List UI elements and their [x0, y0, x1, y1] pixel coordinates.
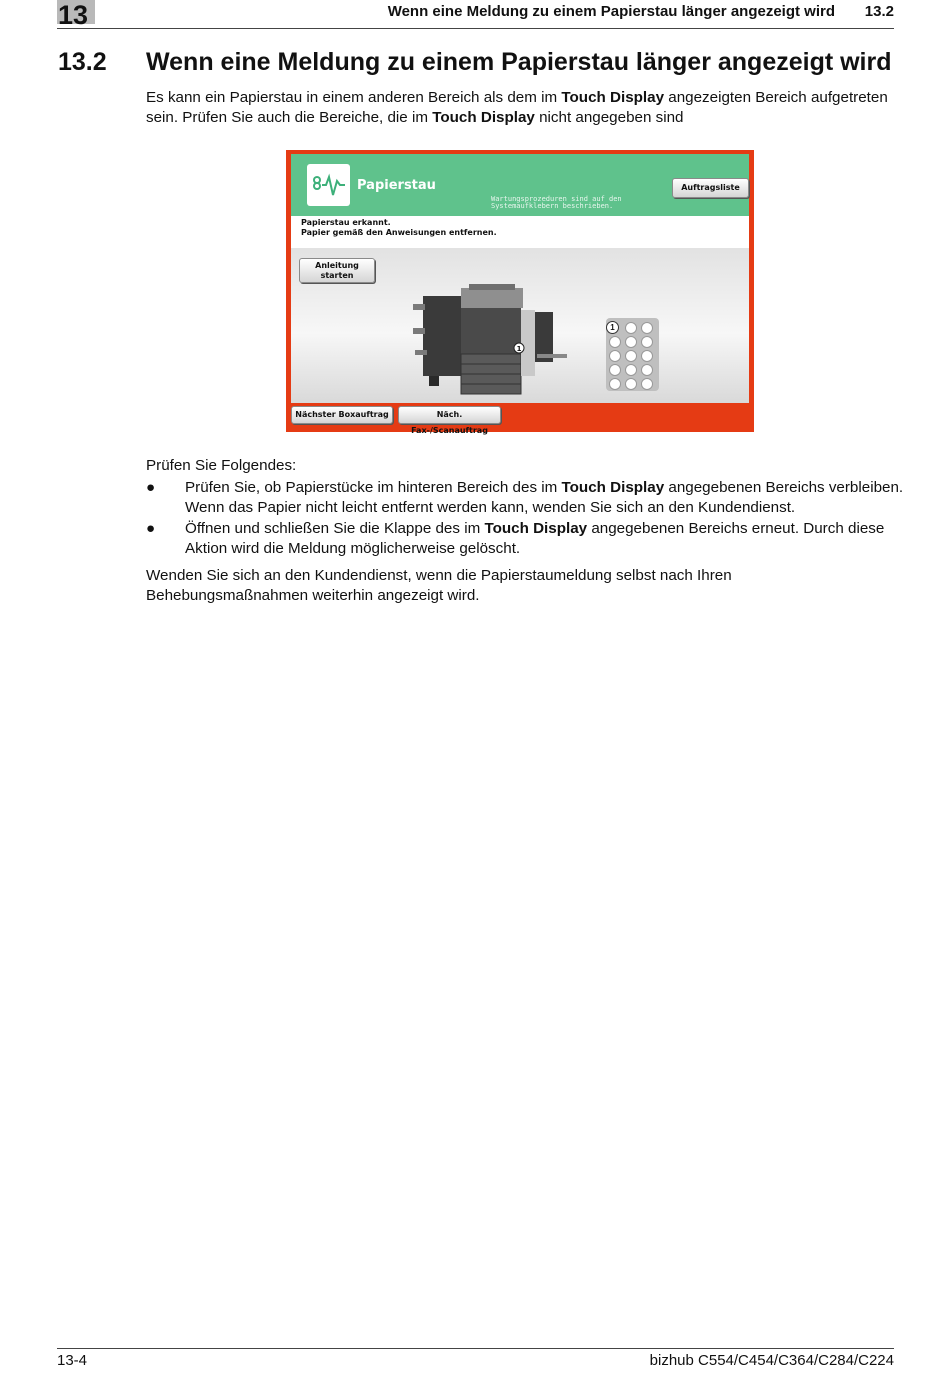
next-fax-scan-job-button[interactable]: Näch. Fax-/Scanauftrag: [398, 406, 501, 424]
check-2-text-1: Öffnen und schließen Sie die Klappe des im: [185, 520, 485, 537]
keypad-key: [641, 364, 653, 376]
keypad-key: [641, 350, 653, 362]
running-title: Wenn eine Meldung zu einem Papierstau länger angezeigt wird: [387, 3, 835, 20]
check-2-bold: Touch Display: [484, 520, 588, 537]
checks-lead: Prüfen Sie Folgendes:: [146, 457, 297, 474]
keypad-key: [609, 378, 621, 390]
keypad-key: [641, 322, 653, 334]
footer-divider: [57, 1348, 894, 1349]
page-number: 13-4: [57, 1352, 88, 1369]
touch-display-screenshot: [286, 150, 754, 435]
intro-bold-2: Touch Display: [432, 109, 535, 126]
screen-message: [291, 216, 749, 248]
intro-text-2: angezeigten Bereich aufgetreten sein. Prüfen Sie auch die Bereiche, die im: [146, 89, 888, 126]
next-box-job-button[interactable]: Nächster Boxauftrag: [291, 406, 393, 424]
message-line-1: Papierstau erkannt.: [301, 218, 391, 227]
product-model: bizhub C554/C454/C364/C284/C224: [649, 1352, 894, 1369]
screen-header: [291, 154, 749, 216]
intro-paragraph: [146, 88, 896, 128]
check-2-text-2: angegebenen Bereichs erneut. Durch diese Aktion wird die Meldung möglicherweise gelöscht.: [185, 520, 885, 557]
intro-text-1: Es kann ein Papierstau in einem anderen Bereich als dem im: [146, 89, 562, 106]
running-section-number: 13.2: [864, 3, 894, 20]
keypad-key: [625, 336, 637, 348]
intro-bold-1: Touch Display: [561, 89, 665, 106]
keypad-key: [609, 350, 621, 362]
keypad-key: [625, 322, 637, 334]
start-guide-label-2: starten: [320, 271, 354, 280]
start-guide-label-1: Anleitung: [315, 261, 359, 270]
check-1-text-2: angegebenen Bereichs verbleiben. Wenn das Papier nicht leicht entfernt werden kann, wenden Sie sich an den Kundendienst.: [185, 479, 904, 516]
screen-title: Papierstau: [357, 178, 436, 193]
printer-machine-icon: [409, 284, 569, 399]
keypad-key: [641, 336, 653, 348]
machine-view: [291, 248, 749, 403]
job-list-button[interactable]: Auftragsliste: [672, 178, 749, 198]
maintenance-note: Wartungsprozeduren sind auf den Systemaufklebern beschrieben.: [491, 195, 622, 210]
closing-paragraph: Wenden Sie sich an den Kundendienst, wenn die Papierstaumeldung selbst nach Ihren Behebungsmaßnahmen weiterhin angezeigt wird.: [146, 567, 732, 604]
keypad-key: [625, 364, 637, 376]
intro-text-3: nicht angegeben sind: [534, 109, 684, 126]
jam-position-marker: 1: [516, 345, 522, 353]
start-guide-button[interactable]: [299, 258, 375, 283]
check-1-bold: Touch Display: [561, 479, 665, 496]
bullet: ●: [146, 520, 156, 537]
keypad-key: [625, 378, 637, 390]
keypad-key: [609, 336, 621, 348]
header-divider: [57, 28, 894, 29]
checks-list: [146, 478, 906, 560]
keypad-marker: 1: [606, 321, 619, 334]
keypad-key: [609, 364, 621, 376]
message-line-2: Papier gemäß den Anweisungen entfernen.: [301, 228, 497, 237]
keypad-key: [625, 350, 637, 362]
chapter-number: 13: [58, 0, 89, 30]
keypad-key: [641, 378, 653, 390]
section-number: 13.2: [58, 48, 107, 76]
list-item: [146, 478, 906, 518]
check-1-text-1: Prüfen Sie, ob Papierstücke im hinteren Bereich des im: [185, 479, 562, 496]
bullet: ●: [146, 479, 156, 496]
list-item: [146, 519, 906, 559]
section-title: Wenn eine Meldung zu einem Papierstau länger angezeigt wird: [146, 48, 892, 76]
paper-jam-icon: [307, 164, 350, 206]
